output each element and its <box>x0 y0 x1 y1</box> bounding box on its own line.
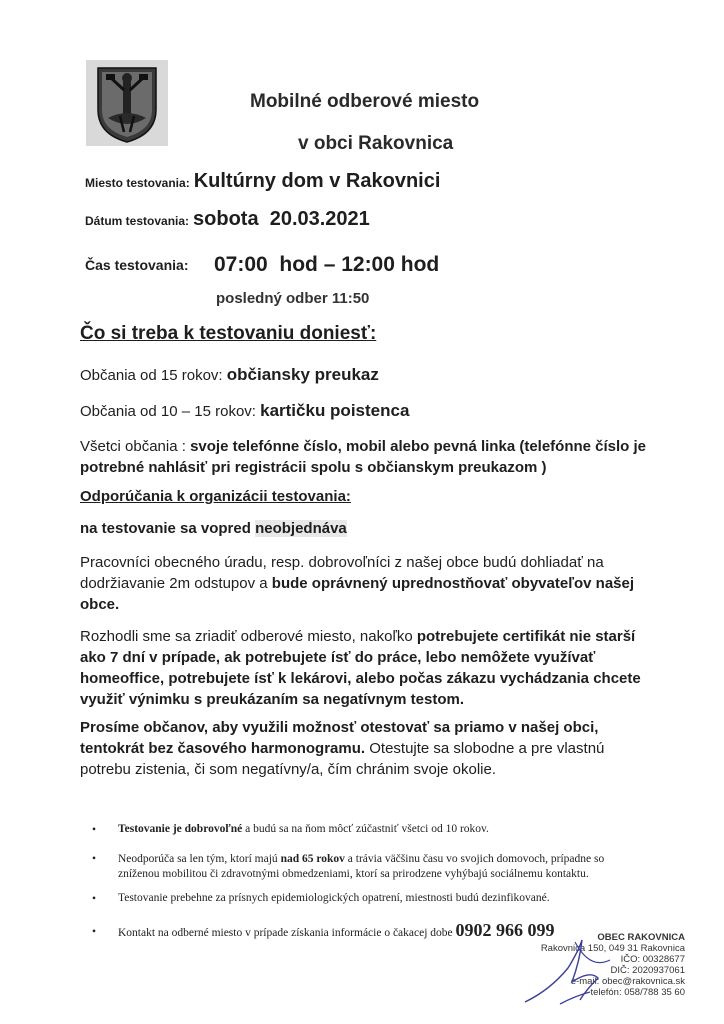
time-value: 07:00 hod – 12:00 hod <box>214 253 440 276</box>
stamp-ico: IČO: 00328677 <box>620 954 685 965</box>
bullet-2 <box>118 852 633 882</box>
booking-highlight: neobjednáva <box>255 520 347 537</box>
date-row <box>85 208 370 231</box>
recs-paragraph-2 <box>80 626 650 710</box>
bullet-1-text: a budú sa na ňom môcť zúčastniť všetci od 10 rokov. <box>242 823 489 835</box>
bullet-dot-3: • <box>92 893 97 905</box>
recs-p1-bold: bude oprávnený uprednostňovať obyvateľov našej obce. <box>80 575 635 613</box>
stamp-address: Rakovnica 150, 049 31 Rakovnica <box>540 943 685 954</box>
date-value: sobota 20.03.2021 <box>193 208 370 230</box>
stamp-dic: DIČ: 2020937061 <box>610 965 685 976</box>
recs-paragraph-1 <box>80 552 640 615</box>
recs-paragraph-3 <box>80 717 650 780</box>
bullet-dot-2: • <box>92 853 97 865</box>
signature-icon <box>520 930 640 1010</box>
place-row <box>85 170 440 193</box>
bring-all-text: svoje telefónne číslo, mobil alebo pevná linka (telefónne číslo je potrebné nahlásiť pri registrácii spolu s občianskym preukazom ) <box>80 438 647 476</box>
place-value: Kultúrny dom v Rakovnici <box>193 170 441 192</box>
bring-heading: Čo si treba k testovaniu doniesť: <box>80 323 377 344</box>
bullet-dot-4: • <box>92 926 97 938</box>
recs-p1-text: Pracovníci obecného úradu, resp. dobrovoľníci z našej obce budú dohliadať na dodržiavanie 2m odstupov a <box>80 554 604 592</box>
place-label: Miesto testovania: <box>85 176 190 190</box>
recs-p2-text: Rozhodli sme sa zriadiť odberové miesto, nakoľko <box>80 628 417 645</box>
bullet-1-bold: Testovanie je dobrovoľné <box>118 823 243 835</box>
coat-of-arms-icon <box>86 60 168 146</box>
bring-row-10-15 <box>80 400 409 422</box>
bring-row-15-value: občiansky preukaz <box>226 365 379 384</box>
title-line-2: v obci Rakovnica <box>298 133 454 154</box>
bullet-2-bold: nad 65 rokov <box>280 853 345 865</box>
bring-row-15-prefix: Občania od 15 rokov: <box>80 367 227 384</box>
stamp-email: e-mail: obec@rakovnica.sk <box>570 976 685 987</box>
time-label: Čas testovania: <box>85 257 189 273</box>
bullet-4-text: Kontakt na odberné miesto v prípade získania informácie o čakacej dobe <box>118 927 456 939</box>
title-line-1: Mobilné odberové miesto <box>250 91 480 112</box>
stamp-name: OBEC RAKOVNICA <box>597 932 685 943</box>
recs-heading: Odporúčania k organizácii testovania: <box>80 488 351 505</box>
bring-all-prefix: Všetci občania : <box>80 438 191 455</box>
booking-note <box>80 520 347 537</box>
date-label: Dátum testovania: <box>85 214 190 228</box>
stamp-phone: telefón: 058/788 35 60 <box>590 987 685 998</box>
bullet-dot-1: • <box>92 824 97 836</box>
bring-row-10-15-value: kartičku poistenca <box>260 401 410 420</box>
bring-row-15 <box>80 364 379 386</box>
booking-prefix: na testovanie sa vopred <box>80 520 256 537</box>
bullet-2-text-a: Neodporúča sa len tým, ktorí majú <box>118 853 281 865</box>
recs-p3-bold: Prosíme občanov, aby využili možnosť otestovať sa priamo v našej obci, tentokrát bez časového harmonogramu. <box>80 719 599 757</box>
bullet-1 <box>118 823 638 835</box>
bullet-3: Testovanie prebehne za prísnych epidemiologických opatrení, miestnosti budú dezinfikované. <box>118 892 550 904</box>
recs-p2-bold: potrebujete certifikát nie starší ako 7 dní v prípade, ak potrebujete ísť do práce, lebo nemôžete využívať homeoffice, potrebujete ísť k lekárovi, alebo počas zákazu vychádzania chcete využiť výnimku s preukázaním sa negatívnym testom. <box>80 628 641 708</box>
recs-p3-text: Otestujte sa slobodne a pre vlastnú potrebu zistenia, či som negatívny/a, čím chránim svoje okolie. <box>80 740 605 778</box>
bullet-4 <box>118 920 555 941</box>
last-sample: posledný odber 11:50 <box>216 290 370 307</box>
bring-all <box>80 436 650 478</box>
contact-phone: 0902 966 099 <box>455 920 555 940</box>
bullet-2-text-b: a trávia väčšinu času vo svojich domovoch, prípadne so zníženou mobilitou či zdravotnými obmedzeniami, ktorí sa prirodzene vyhýbajú sociálnemu kontaktu. <box>118 853 605 880</box>
bring-row-10-15-prefix: Občania od 10 – 15 rokov: <box>80 403 261 420</box>
coat-of-arms <box>86 60 168 146</box>
